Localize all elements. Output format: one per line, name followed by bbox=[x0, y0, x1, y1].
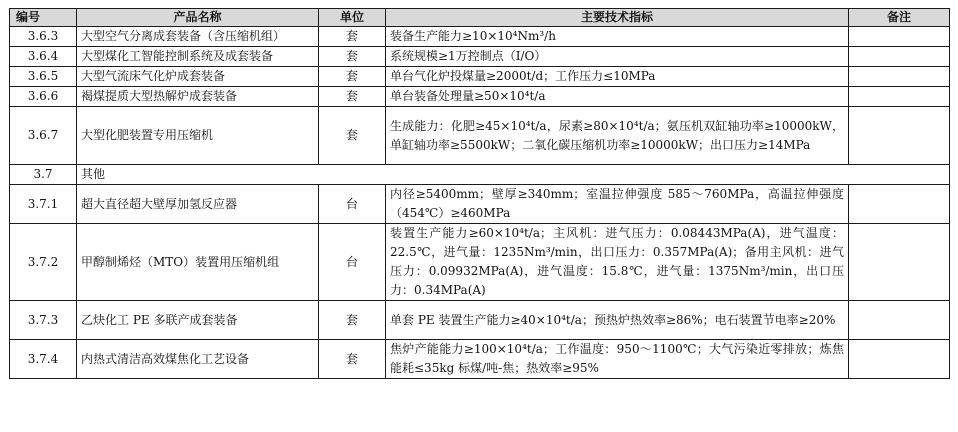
cell-spec: 装置生产能力≥60×10⁴t/a；主风机：进气压力：0.08443MPa(A)，进气温度：22.5℃，进气量：1235Nm³/min，出口压力：0.357MPa(A)；备用主风机：进气压力：0.09932MPa(A)，进气温度：15.8℃，进气量：1375Nm³/min，出口压力：0.34MPa(A) bbox=[386, 224, 849, 301]
section-title: 其他 bbox=[77, 165, 950, 185]
cell-code: 3.6.6 bbox=[10, 87, 77, 107]
header-unit: 单位 bbox=[319, 9, 386, 27]
cell-name: 超大直径超大壁厚加氢反应器 bbox=[77, 185, 319, 224]
cell-note bbox=[849, 27, 950, 47]
cell-code: 3.7.2 bbox=[10, 224, 77, 301]
cell-name: 大型化肥装置专用压缩机 bbox=[77, 107, 319, 165]
table-header-row bbox=[10, 9, 950, 27]
cell-unit: 套 bbox=[319, 301, 386, 340]
cell-name: 褐煤提质大型热解炉成套装备 bbox=[77, 87, 319, 107]
table-row bbox=[10, 67, 950, 87]
cell-code: 3.6.5 bbox=[10, 67, 77, 87]
cell-name: 内热式清洁高效煤焦化工艺设备 bbox=[77, 340, 319, 379]
cell-name: 大型空气分离成套装备（含压缩机组） bbox=[77, 27, 319, 47]
table-row bbox=[10, 185, 950, 224]
section-row bbox=[10, 165, 950, 185]
cell-note bbox=[849, 67, 950, 87]
table-row bbox=[10, 301, 950, 340]
cell-spec: 单台装备处理量≥50×10⁴t/a bbox=[386, 87, 849, 107]
cell-note bbox=[849, 185, 950, 224]
cell-spec: 装备生产能力≥10×10⁴Nm³/h bbox=[386, 27, 849, 47]
cell-name: 甲醇制烯烃（MTO）装置用压缩机组 bbox=[77, 224, 319, 301]
cell-note bbox=[849, 87, 950, 107]
cell-unit: 套 bbox=[319, 107, 386, 165]
cell-name: 乙炔化工 PE 多联产成套装备 bbox=[77, 301, 319, 340]
cell-spec: 单台气化炉投煤量≥2000t/d；工作压力≤10MPa bbox=[386, 67, 849, 87]
cell-note bbox=[849, 224, 950, 301]
cell-note bbox=[849, 47, 950, 67]
table-row bbox=[10, 340, 950, 379]
cell-note bbox=[849, 107, 950, 165]
header-spec: 主要技术指标 bbox=[386, 9, 849, 27]
cell-name: 大型煤化工智能控制系统及成套装备 bbox=[77, 47, 319, 67]
cell-name: 大型气流床气化炉成套装备 bbox=[77, 67, 319, 87]
cell-spec: 焦炉产能能力≥100×10⁴t/a；工作温度：950～1100℃；大气污染近零排放；炼焦能耗≤35kg 标煤/吨-焦；热效率≥95% bbox=[386, 340, 849, 379]
cell-code: 3.6.7 bbox=[10, 107, 77, 165]
equipment-spec-table bbox=[9, 8, 950, 379]
cell-note bbox=[849, 301, 950, 340]
cell-spec: 生成能力：化肥≥45×10⁴t/a，尿素≥80×10⁴t/a；氨压机双缸轴功率≥10000kW，单缸轴功率≥5500kW；二氧化碳压缩机功率≥10000kW；出口压力≥14MPa bbox=[386, 107, 849, 165]
cell-code: 3.6.3 bbox=[10, 27, 77, 47]
table-row bbox=[10, 47, 950, 67]
cell-unit: 套 bbox=[319, 47, 386, 67]
cell-unit: 台 bbox=[319, 185, 386, 224]
cell-spec: 单套 PE 装置生产能力≥40×10⁴t/a；预热炉热效率≥86%；电石装置节电率≥20% bbox=[386, 301, 849, 340]
cell-spec: 内径≥5400mm；壁厚≥340mm；室温拉伸强度 585～760MPa，高温拉伸强度（454℃）≥460MPa bbox=[386, 185, 849, 224]
cell-unit: 套 bbox=[319, 27, 386, 47]
cell-spec: 系统规模≥1万控制点（I/O） bbox=[386, 47, 849, 67]
table-row bbox=[10, 107, 950, 165]
header-note: 备注 bbox=[849, 9, 950, 27]
cell-code: 3.7.4 bbox=[10, 340, 77, 379]
header-name: 产品名称 bbox=[77, 9, 319, 27]
header-code: 编号 bbox=[10, 9, 77, 27]
cell-code: 3.7.3 bbox=[10, 301, 77, 340]
cell-code: 3.6.4 bbox=[10, 47, 77, 67]
cell-unit: 套 bbox=[319, 67, 386, 87]
table-row bbox=[10, 224, 950, 301]
cell-note bbox=[849, 340, 950, 379]
cell-code: 3.7.1 bbox=[10, 185, 77, 224]
cell-unit: 套 bbox=[319, 340, 386, 379]
table-row bbox=[10, 87, 950, 107]
cell-unit: 台 bbox=[319, 224, 386, 301]
spec-table-page bbox=[9, 8, 949, 379]
cell-unit: 套 bbox=[319, 87, 386, 107]
section-code: 3.7 bbox=[10, 165, 77, 185]
table-row bbox=[10, 27, 950, 47]
